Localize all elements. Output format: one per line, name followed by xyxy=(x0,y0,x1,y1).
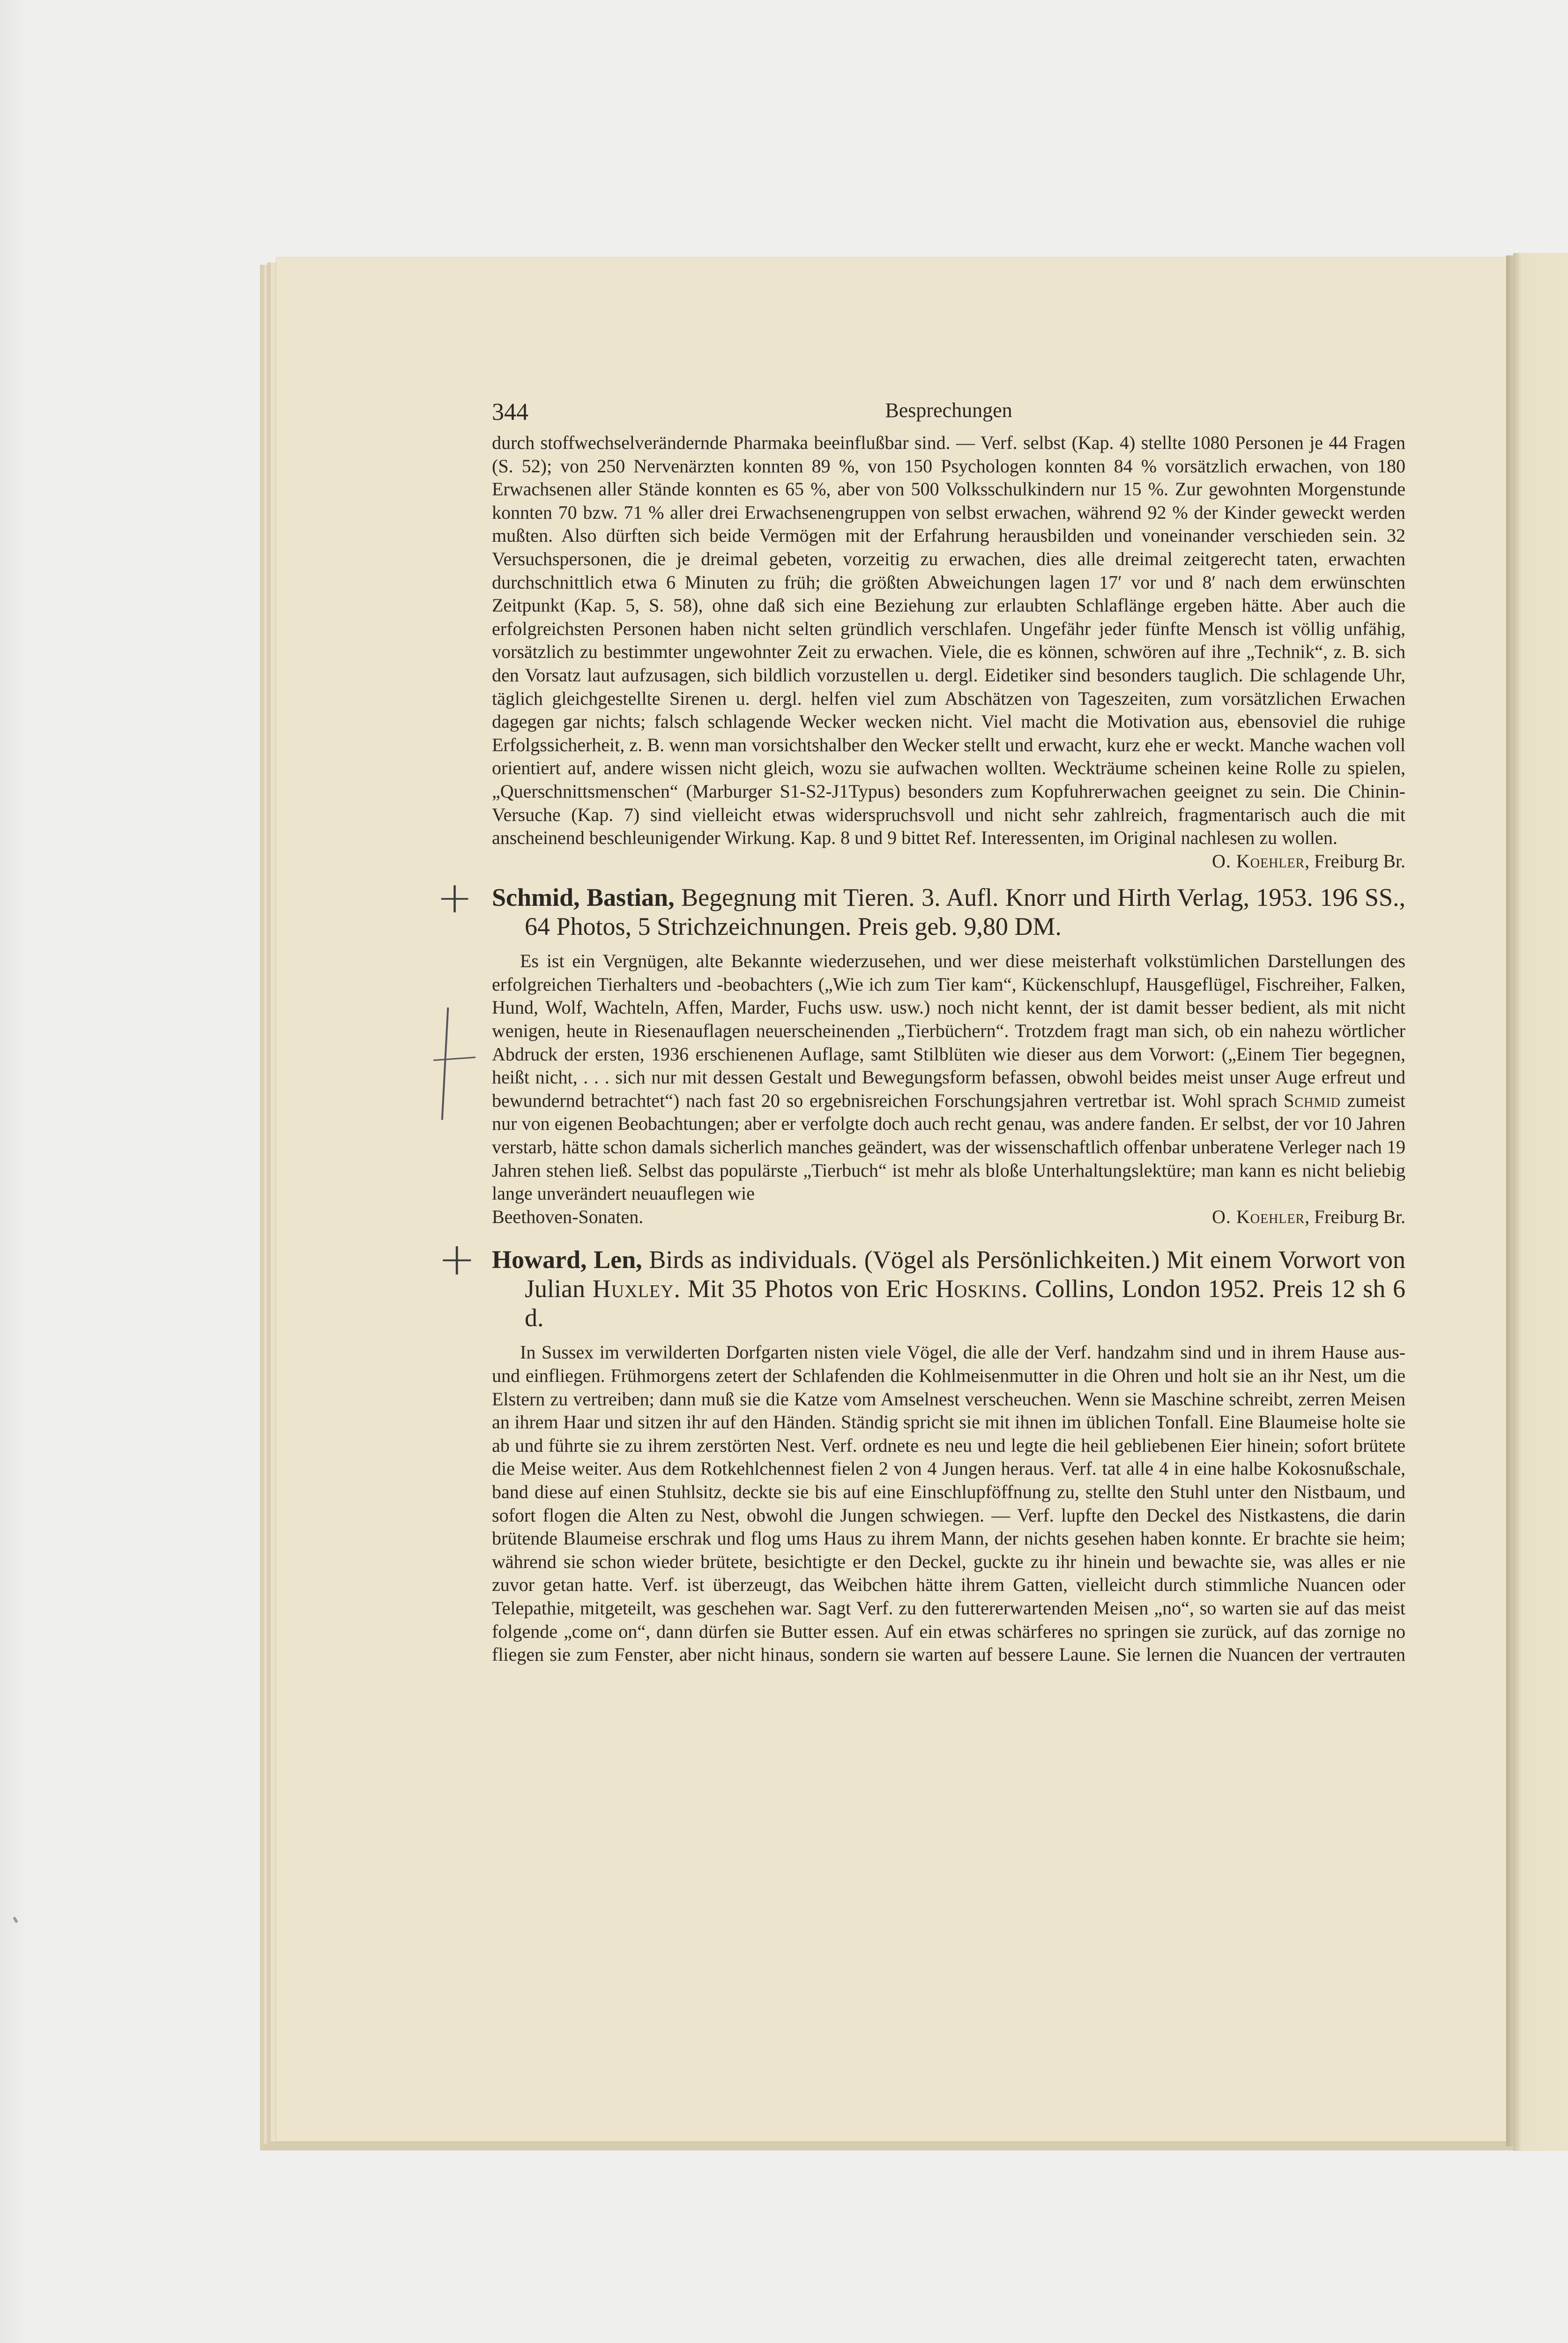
book-author: Howard, Len, xyxy=(492,1246,642,1274)
closing-line xyxy=(492,1205,1405,1229)
review-howard xyxy=(438,1233,1405,1666)
closing-text: Beethoven-Sonaten. xyxy=(492,1206,644,1227)
author-smallcaps: Schmid xyxy=(1284,1089,1341,1111)
book-title: Begegnung mit Tieren. 3. Aufl. Knorr und Hirth Verlag, 1953. 196 SS., 64 Photos, 5 Strichzeichnungen. Preis geb. 9,80 DM. xyxy=(525,883,1405,941)
review-schmid xyxy=(437,873,1405,1228)
running-title: Besprechungen xyxy=(885,399,1012,422)
bibliographic-heading xyxy=(492,883,1405,941)
scan-background xyxy=(0,0,28,2343)
book-author: Schmid, Bastian, xyxy=(492,883,675,912)
reviewer-signature: O. Koehler, Freiburg Br. xyxy=(1211,1206,1405,1227)
handwritten-cross-mark: + xyxy=(438,1233,476,1286)
page-content xyxy=(437,394,1405,1666)
handwritten-cross-mark: + xyxy=(437,873,473,923)
review-paragraph: In Sussex im verwilderten Dorfgarten nisten viele Vögel, die alle der Verf. handzahm sind und in ihrem Hause aus- und einfliegen. Frühmorgens zetert der Schlafenden die Kohlmeisenmutter in die Ohren und holt sie an ihr Nest, um die Elstern zu vertreiben; dann muß sie die Katze vom Amselnest verscheuchen. Wenn sie Maschine schreibt, zerren Meisen an ihrem Haar und sitzen ihr auf den Händen. Ständig spricht sie mit ihnen im üblichen Tonfall. Eine Blaumeise holte sie ab und führte sie zu ihrem zerstörten Nest. Verf. ordnete es neu und legte die heil gebliebenen Eier hinein; sofort brütete die Meise weiter. Aus dem Rotkehlchennest fielen 2 von 4 Jungen heraus. Verf. tat alle 4 in eine halbe Kokosnußschale, band diese auf einen Stuhlsitz, deckte sie bis auf eine Einschlupföffnung zu, stellte den Stuhl unter den Nistbaum, und sofort flogen die Alten zu Nest, obwohl die Jungen schwiegen. — Verf. lupfte den Deckel des Nistkastens, die darin brütende Blaumeise erschrak und flog ums Haus zu ihrem Mann, der nichts gesehen haben konnte. Er brachte sie heim; während sie schon wieder brütete, besichtigte er den Deckel, guckte zu ihr hinein und bewachte sie, was alles er nie zuvor getan hatte. Verf. ist überzeugt, das Weibchen hätte ihrem Gatten, vielleicht durch stimmliche Nuancen oder Telepathie, mitgeteilt, was geschehen war. Sagt Verf. zu den futtererwartenden Meisen „no“, so warten sie auf das meist folgende „come on“, dann dürfen sie Butter essen. Auf ein etwas schärferes no springen sie zurück, auf das zornige no fliegen sie zum Fenster, aber nicht hinaus, sondern sie warten auf bessere Laune. Sie lernen die Nuancen der vertrauten xyxy=(492,1342,1405,1665)
reviewer-signature: O. Koehler, Freiburg Br. xyxy=(1211,850,1405,872)
running-head xyxy=(492,394,1405,431)
facing-page-edge xyxy=(1513,253,1568,2151)
review-koehler-wecken xyxy=(492,431,1405,873)
bibliographic-heading: Howard, Len, Birds as individuals. (Vögel als Persönlichkeiten.) Mit einem Vorwort von Julian Huxley. Mit 35 Photos von Eric Hoskins. Collins, London 1952. Preis 12 sh 6 d. xyxy=(492,1246,1405,1332)
page-number: 344 xyxy=(492,399,528,425)
review-paragraph: Es ist ein Vergnügen, alte Bekannte wiederzusehen, und wer diese meisterhaft volkstümlichen Darstellungen des erfolgreichen Tierhalters und -beobachters („Wie ich zum Tier kam“, Kückenschlupf, Hausgeflügel, Fischreiher, Falken, Hund, Wolf, Wachteln, Affen, Marder, Fuchs usw. usw.) noch nicht kennt, der ist damit besser bedient, als mit nicht wenigen, heute in Riesenauflagen neuerscheinenden „Tierbüchern“. Trotzdem fragt man sich, ob ein nahezu wörtlicher Abdruck der ersten, 1936 erschienenen Auflage, samt Stilblüten wie dieser aus dem Vorwort: („Einem Tier begegnen, heißt nicht, . . . sich nur mit dessen Gestalt und Bewegungsform befassen, obwohl beides meist unser Auge erfreut und bewundernd betrachtet“) nach fast 20 so ergebnisreichen Forschungsjahren vertretbar ist. Wohl sprach Schmid zumeist nur von eigenen Beobachtungen; aber er verfolgte doch auch recht genau, was andere fanden. Er selbst, der vor 10 Jahren verstarb, hätte schon damals sicherlich manches geändert, was der wissenschaftlich offenbar unberatene Verleger nach 19 Jahren stehen ließ. Selbst das populärste „Tierbuch“ ist mehr als bloße Unterhaltungslektüre; man kann es nicht beliebig lange unverändert neuauflegen wie xyxy=(492,950,1405,1204)
review-paragraph: durch stoffwechselverändernde Pharmaka beeinflußbar sind. — Verf. selbst (Kap. 4) stellte 1080 Personen je 44 Fragen (S. 52); von 250 Nervenärzten konnten 89 %, von 150 Psychologen konnten 84 % vorsätzlich erwachen, von 180 Erwachsenen aller Stände konnten es 65 %, aber von 500 Volksschulkindern nur 15 %. Zur gewohnten Morgenstunde konnten 70 bzw. 71 % aller drei Erwachsenengruppen von selbst erwachen, während 92 % der Kinder geweckt werden mußten. Also dürften sich beide Vermögen mit der Erfahrung herausbilden und voneinander verschieden sein. 32 Versuchspersonen, die je dreimal gebeten, vorzeitig zu erwachen, dies alle dreimal zeitgerecht taten, erwachten durchschnittlich etwa 6 Minuten zu früh; die größten Abweichungen lagen 17′ vor und 8′ nach dem erwünschten Zeitpunkt (Kap. 5, S. 58), ohne daß sich eine Beziehung zur erlaubten Schlaflänge ergeben hätte. Aber auch die erfolgreichsten Personen haben nicht selten gründlich verschlafen. Ungefähr jeder fünfte Mensch ist völlig unfähig, vorsätzlich zu bestimmter ungewohnter Zeit zu erwachen. Viele, die es können, schwören auf ihre „Technik“, z. B. sich den Vorsatz laut aufzusagen, sich bildlich vorzustellen u. dergl. Eidetiker sind besonders tauglich. Die schlagende Uhr, täglich gleichgestellte Sirenen u. dergl. helfen viel zum Abschätzen von Tageszeiten, zum vorsätzlichen Erwachen dagegen gar nichts; falsch schlagende Wecker wecken nicht. Viel macht die Motivation aus, ebensoviel die ruhige Erfolgssicherheit, z. B. wenn man vorsichtshalber den Wecker stellt und erwacht, kurz ehe er weckt. Manche wachen voll orientiert auf, andere wissen nicht gleich, wozu sie aufwachen wollten. Weckträume scheinen keine Rolle zu spielen, „Querschnittsmenschen“ (Marburger S1-S2-J1Typus) besonders zum Kopfuhrerwachen geeignet zu sein. Die Chinin-Versuche (Kap. 7) sind vielleicht etwas widerspruchsvoll und nicht sehr zahlreich, fragmentarisch auch die mit anscheinend beschleunigender Wirkung. Kap. 8 und 9 bittet Ref. Interessenten, im Original nachlesen zu wollen. xyxy=(492,432,1405,849)
